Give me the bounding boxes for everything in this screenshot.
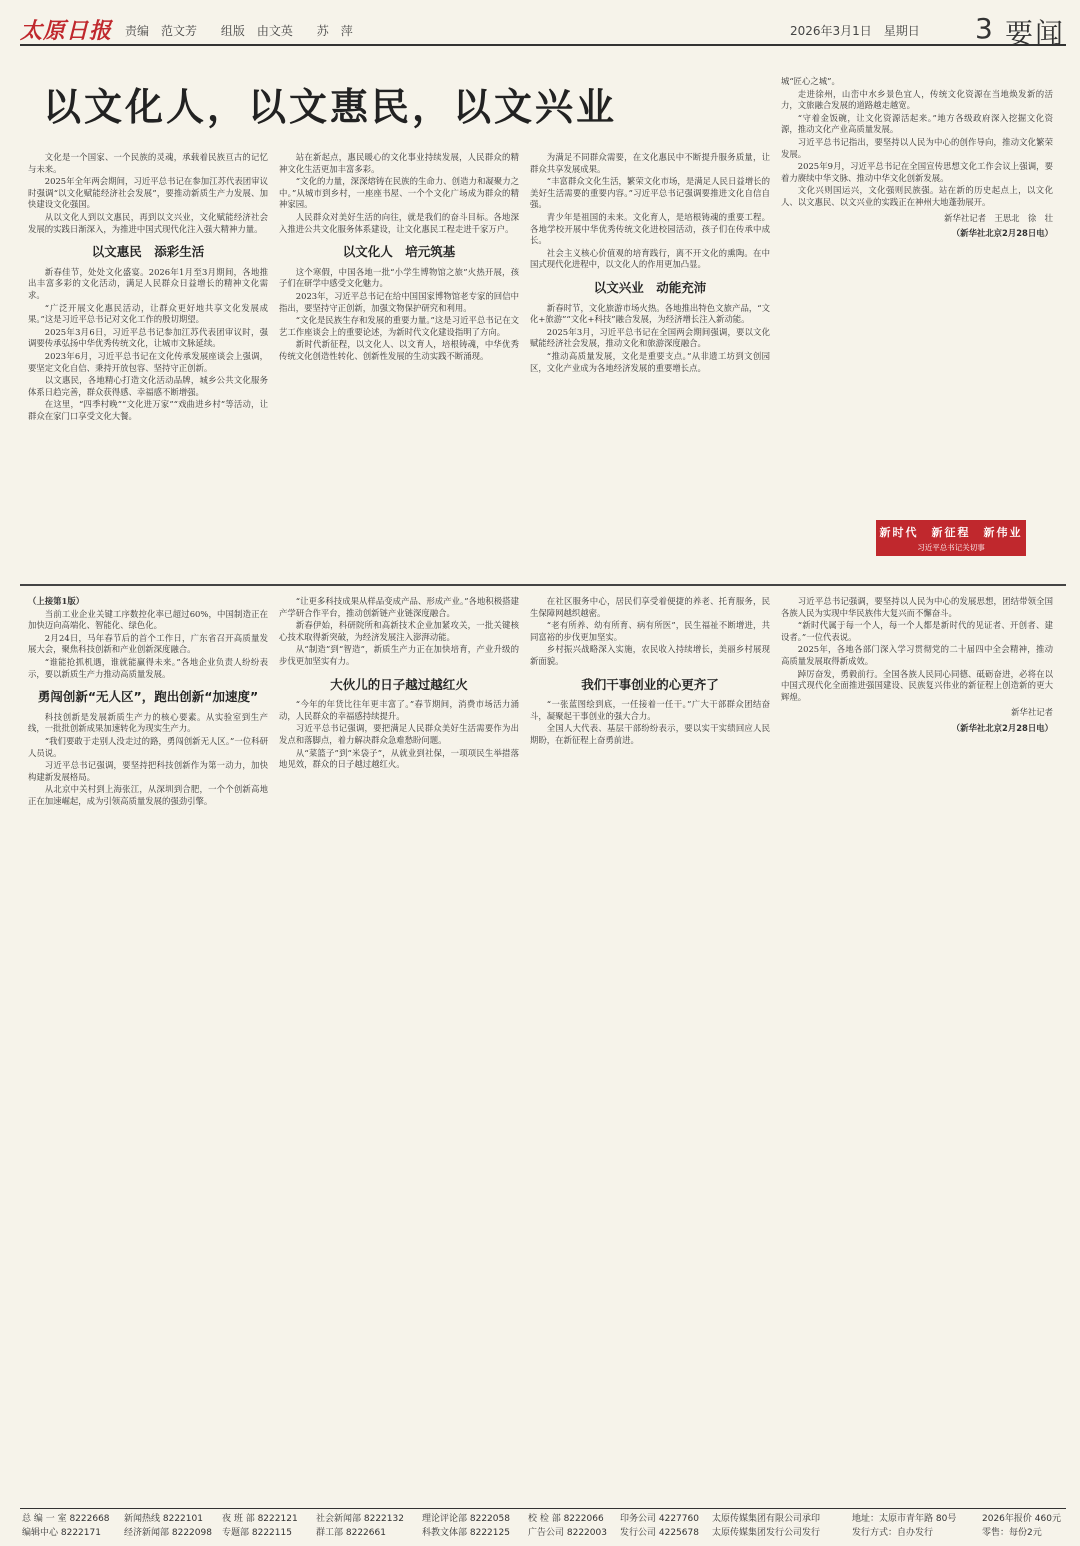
paragraph: “今年的年货比往年更丰富了。”春节期间，消费市场活力涌动，人民群众的幸福感持续提升。 (279, 699, 519, 721)
article-column (781, 76, 1053, 508)
paragraph: 在这里，“四季村晚”“文化进万家”“戏曲进乡村”等活动，让群众在家门口享受文化大餐。 (28, 399, 268, 421)
byline: 新华社记者 王思北 徐 壮 (944, 212, 1053, 223)
paragraph: 青少年是祖国的未来。文化育人，是培根铸魂的重要工程。各地学校开展中华优秀传统文化进校园活动，孩子们在传承中成长。 (530, 211, 770, 246)
section-heading: 我们干事创业的心更齐了 (581, 676, 719, 692)
paragraph: 全国人大代表、基层干部纷纷表示，要以实干实绩回应人民期盼，在新征程上奋勇前进。 (530, 723, 770, 745)
paragraph: “让更多科技成果从样品变成产品、形成产业。”各地积极搭建产学研合作平台，推动创新链产业链深度融合。 (279, 596, 519, 618)
paragraph: 习近平总书记强调，要坚持以人民为中心的发展思想，团结带领全国各族人民为实现中华民族伟大复兴而不懈奋斗。 (781, 596, 1053, 618)
section-heading: 勇闯创新“无人区”，跑出创新“加速度” (37, 689, 259, 705)
footer-column: 总 编 一 室 8222668 编辑中心 8222171 (22, 1514, 110, 1538)
article-headline: 以文化人，以文惠民，以文兴业 (42, 85, 617, 129)
footer-column: 夜 班 部 8222121 专题部 8222115 (222, 1514, 298, 1538)
slogan-title: 新时代 新征程 新伟业 (879, 526, 1023, 539)
paragraph: 踔厉奋发，勇毅前行。全国各族人民同心同德、砥砺奋进，必将在以中国式现代化全面推进强国建设、民族复兴伟业的新征程上创造新的更大辉煌。 (781, 668, 1053, 702)
paragraph: 从“菜篮子”到“米袋子”，从就业到社保，一项项民生举措落地见效，群众的日子越过越红火。 (279, 747, 519, 770)
paragraph: “推动高质量发展，文化是重要支点。”从非遗工坊到文创园区，文化产业成为各地经济发展的重要增长点。 (530, 350, 770, 373)
footer-column: 新闻热线 8222101 经济新闻部 8222098 (124, 1514, 212, 1538)
footer-contacts (20, 1508, 1066, 1542)
paragraph: 以文惠民，各地精心打造文化活动品牌，城乡公共文化服务体系日趋完善，群众获得感、幸福感不断增强。 (28, 375, 268, 397)
dateline-source: （新华社北京2月28日电） (951, 228, 1053, 239)
article-column (28, 596, 268, 1501)
masthead (20, 12, 1066, 50)
footer-column: 理论评论部 8222058 科教文体部 8222125 (422, 1514, 510, 1538)
paragraph: “丰富群众文化生活，繁荣文化市场，是满足人民日益增长的美好生活需要的重要内容。”习近平总书记强调要推进文化自信自强。 (530, 176, 770, 210)
paragraph: “我们要敢于走别人没走过的路，勇闯创新无人区。”一位科研人员说。 (28, 735, 268, 758)
section-heading: 大伙儿的日子越过越红火 (330, 676, 468, 692)
section-heading: 以文兴业 动能充沛 (593, 279, 707, 295)
paragraph: 习近平总书记强调，要把满足人民群众美好生活需要作为出发点和落脚点，着力解决群众急难愁盼问题。 (279, 723, 519, 745)
article-column (28, 152, 268, 574)
paragraph: 2025年9月，习近平总书记在全国宣传思想文化工作会议上强调，要着力赓续中华文脉、推动中华文化创新发展。 (781, 161, 1053, 183)
editor-credit: 组版 由文英 (220, 24, 293, 38)
paragraph: “老有所养、幼有所育、病有所医”，民生福祉不断增进，共同富裕的步伐更加坚实。 (530, 620, 770, 642)
paragraph: 2025年全年两会期间，习近平总书记在参加江苏代表团审议时强调“以文化赋能经济社会发展”，要推动新质生产力发展、加快建设文化强国。 (28, 176, 268, 210)
paragraph: “文化是民族生存和发展的重要力量。”这是习近平总书记在文艺工作座谈会上的重要论述，为新时代文化建设指明了方向。 (279, 315, 519, 337)
paragraph: 当前工业企业关键工序数控化率已超过60%，中国制造正在加快迈向高端化、智能化、绿色化。 (28, 608, 268, 631)
paragraph: 新春时节，文化旅游市场火热。各地推出特色文旅产品，“文化+旅游”“文化+科技”融合发展，为经济增长注入新动能。 (530, 302, 770, 325)
article-column (279, 596, 519, 1501)
paragraph: “新时代属于每一个人，每一个人都是新时代的见证者、开创者、建设者。”一位代表说。 (781, 620, 1053, 642)
continuation-note: （上接第1版） (28, 596, 85, 606)
paragraph: 文化是一个国家、一个民族的灵魂，承载着民族亘古的记忆与未来。 (28, 152, 268, 174)
footer-column: 地址：太原市青年路 80号 发行方式：自办发行 (852, 1514, 957, 1538)
paragraph: 从“制造”到“智造”，新质生产力正在加快培育，产业升级的步伐更加坚实有力。 (279, 644, 519, 666)
paragraph: “一张蓝图绘到底，一任接着一任干。”广大干部群众团结奋斗，凝聚起干事创业的强大合力。 (530, 699, 770, 721)
paragraph: 这个寒假，中国各地一批“小学生博物馆之旅”火热开展，孩子们在研学中感受文化魅力。 (279, 266, 519, 289)
footer-column: 校 检 部 8222066 广告公司 8222003 (528, 1514, 607, 1538)
paragraph: 社会主义核心价值观的培育践行，离不开文化的熏陶。在中国式现代化进程中，以文化人的作用更加凸显。 (530, 247, 770, 270)
paragraph: 人民群众对美好生活的向往，就是我们的奋斗目标。各地深入推进公共文化服务体系建设，让文化惠民工程走进千家万户。 (279, 211, 519, 234)
paragraph: 站在新起点，惠民暖心的文化事业持续发展，人民群众的精神文化生活更加丰富多彩。 (279, 152, 519, 174)
paragraph: 从以文化人到以文惠民，再到以文兴业，文化赋能经济社会发展的实践日渐深入，为推进中国式现代化注入强大精神力量。 (28, 211, 268, 234)
dateline-source: （新华社北京2月28日电） (951, 722, 1053, 733)
paragraph: 走进徐州，山峦中水乡景色宜人，传统文化资源在当地焕发新的活力，文旅融合发展的道路越走越宽。 (781, 88, 1053, 111)
paragraph: 习近平总书记指出，要坚持以人民为中心的创作导向，推动文化繁荣发展。 (781, 136, 1053, 159)
page-number: 3 (975, 12, 993, 45)
paragraph: 城“匠心之城”。 (781, 76, 840, 86)
paragraph: 2025年，各地各部门深入学习贯彻党的二十届四中全会精神，推动高质量发展取得新成效。 (781, 644, 1053, 666)
paragraph: 科技创新是发展新质生产力的核心要素。从实验室到生产线，一批批创新成果加速转化为现实生产力。 (28, 711, 268, 734)
paragraph: “广泛开展文化惠民活动，让群众更好地共享文化发展成果。”这是习近平总书记对文化工作的殷切期望。 (28, 302, 268, 325)
paragraph: 2月24日，马年春节后的首个工作日，广东省召开高质量发展大会，聚焦科技创新和产业创新深度融合。 (28, 632, 268, 655)
footer-column: 太原传媒集团有限公司承印 太原传媒集团发行公司发行 (712, 1514, 821, 1538)
section-heading: 以文惠民 添彩生活 (91, 244, 205, 260)
paragraph: 新春佳节，处处文化盛宴。2026年1月至3月期间，各地推出丰富多彩的文化活动，满足人民群众日益增长的精神文化需求。 (28, 266, 268, 300)
editor-credit: 责编 范文芳 (125, 24, 198, 38)
paragraph: 习近平总书记强调，要坚持把科技创新作为第一动力，加快构建新发展格局。 (28, 760, 268, 782)
page-section-name: 要闻 (1005, 17, 1066, 50)
paragraph: 2025年3月6日，习近平总书记参加江苏代表团审议时，强调要传承弘扬中华优秀传统文化，让城市文脉延续。 (28, 326, 268, 349)
article-column (530, 152, 770, 574)
footer-column: 2026年报价 460元 零售：每份2元 (982, 1514, 1061, 1538)
section-heading: 以文化人 培元筑基 (342, 244, 456, 260)
paragraph: “文化的力量，深深熔铸在民族的生命力、创造力和凝聚力之中。”从城市到乡村，一座座书屋、一个个文化广场成为群众的精神家园。 (279, 176, 519, 210)
footer-column: 社会新闻部 8222132 群工部 8222661 (316, 1514, 404, 1538)
paragraph: 新时代新征程，以文化人、以文育人，培根铸魂，中华优秀传统文化创造性转化、创新性发展的生动实践不断涌现。 (279, 339, 519, 361)
paragraph: “谁能抢抓机遇，谁就能赢得未来。”各地企业负责人纷纷表示，要以新质生产力推动高质量发展。 (28, 656, 268, 679)
paragraph: 2023年，习近平总书记在给中国国家博物馆老专家的回信中指出，要坚持守正创新，加强文物保护研究和利用。 (279, 290, 519, 313)
paragraph: “守着金饭碗，让文化资源活起来。”地方各级政府深入挖掘文化资源，推动文化产业高质量发展。 (781, 112, 1053, 135)
article-column (279, 152, 519, 574)
issue-date: 2026年3月1日 星期日 (790, 24, 920, 38)
byline: 新华社记者 (1011, 707, 1053, 718)
paragraph: 新春伊始，科研院所和高新技术企业加紧攻关，一批关键核心技术取得新突破，为经济发展注入澎湃动能。 (279, 620, 519, 642)
article-column (530, 596, 770, 1501)
slogan-banner (876, 520, 1026, 556)
newspaper-logo: 太原日报 (20, 18, 113, 44)
editor-credits (125, 22, 373, 39)
article-divider (20, 584, 1066, 586)
paragraph: 2025年3月，习近平总书记在全国两会期间强调，要以文化赋能经济社会发展，推动文化和旅游深度融合。 (530, 326, 770, 349)
paragraph: 为满足不同群众需要，在文化惠民中不断提升服务质量，让群众共享发展成果。 (530, 152, 770, 174)
paragraph: 文化兴则国运兴，文化强则民族强。站在新的历史起点上，以文化人、以文惠民、以文兴业的实践正在神州大地蓬勃展开。 (781, 185, 1053, 207)
editor-credit: 苏 萍 (316, 24, 353, 38)
paragraph: 从北京中关村到上海张江，从深圳到合肥，一个个创新高地正在加速崛起，成为引领高质量发展的强劲引擎。 (28, 784, 268, 806)
article-column (781, 596, 1053, 1501)
paragraph: 在社区服务中心，居民们享受着便捷的养老、托育服务，民生保障网越织越密。 (530, 596, 770, 618)
footer-column: 印务公司 4227760 发行公司 4225678 (620, 1514, 699, 1538)
paragraph: 乡村振兴战略深入实施，农民收入持续增长，美丽乡村展现新面貌。 (530, 644, 770, 666)
slogan-subtitle: 习近平总书记关切事 (917, 543, 985, 552)
paragraph: 2023年6月，习近平总书记在文化传承发展座谈会上强调，要坚定文化自信、秉持开放包容、坚持守正创新。 (28, 350, 268, 373)
